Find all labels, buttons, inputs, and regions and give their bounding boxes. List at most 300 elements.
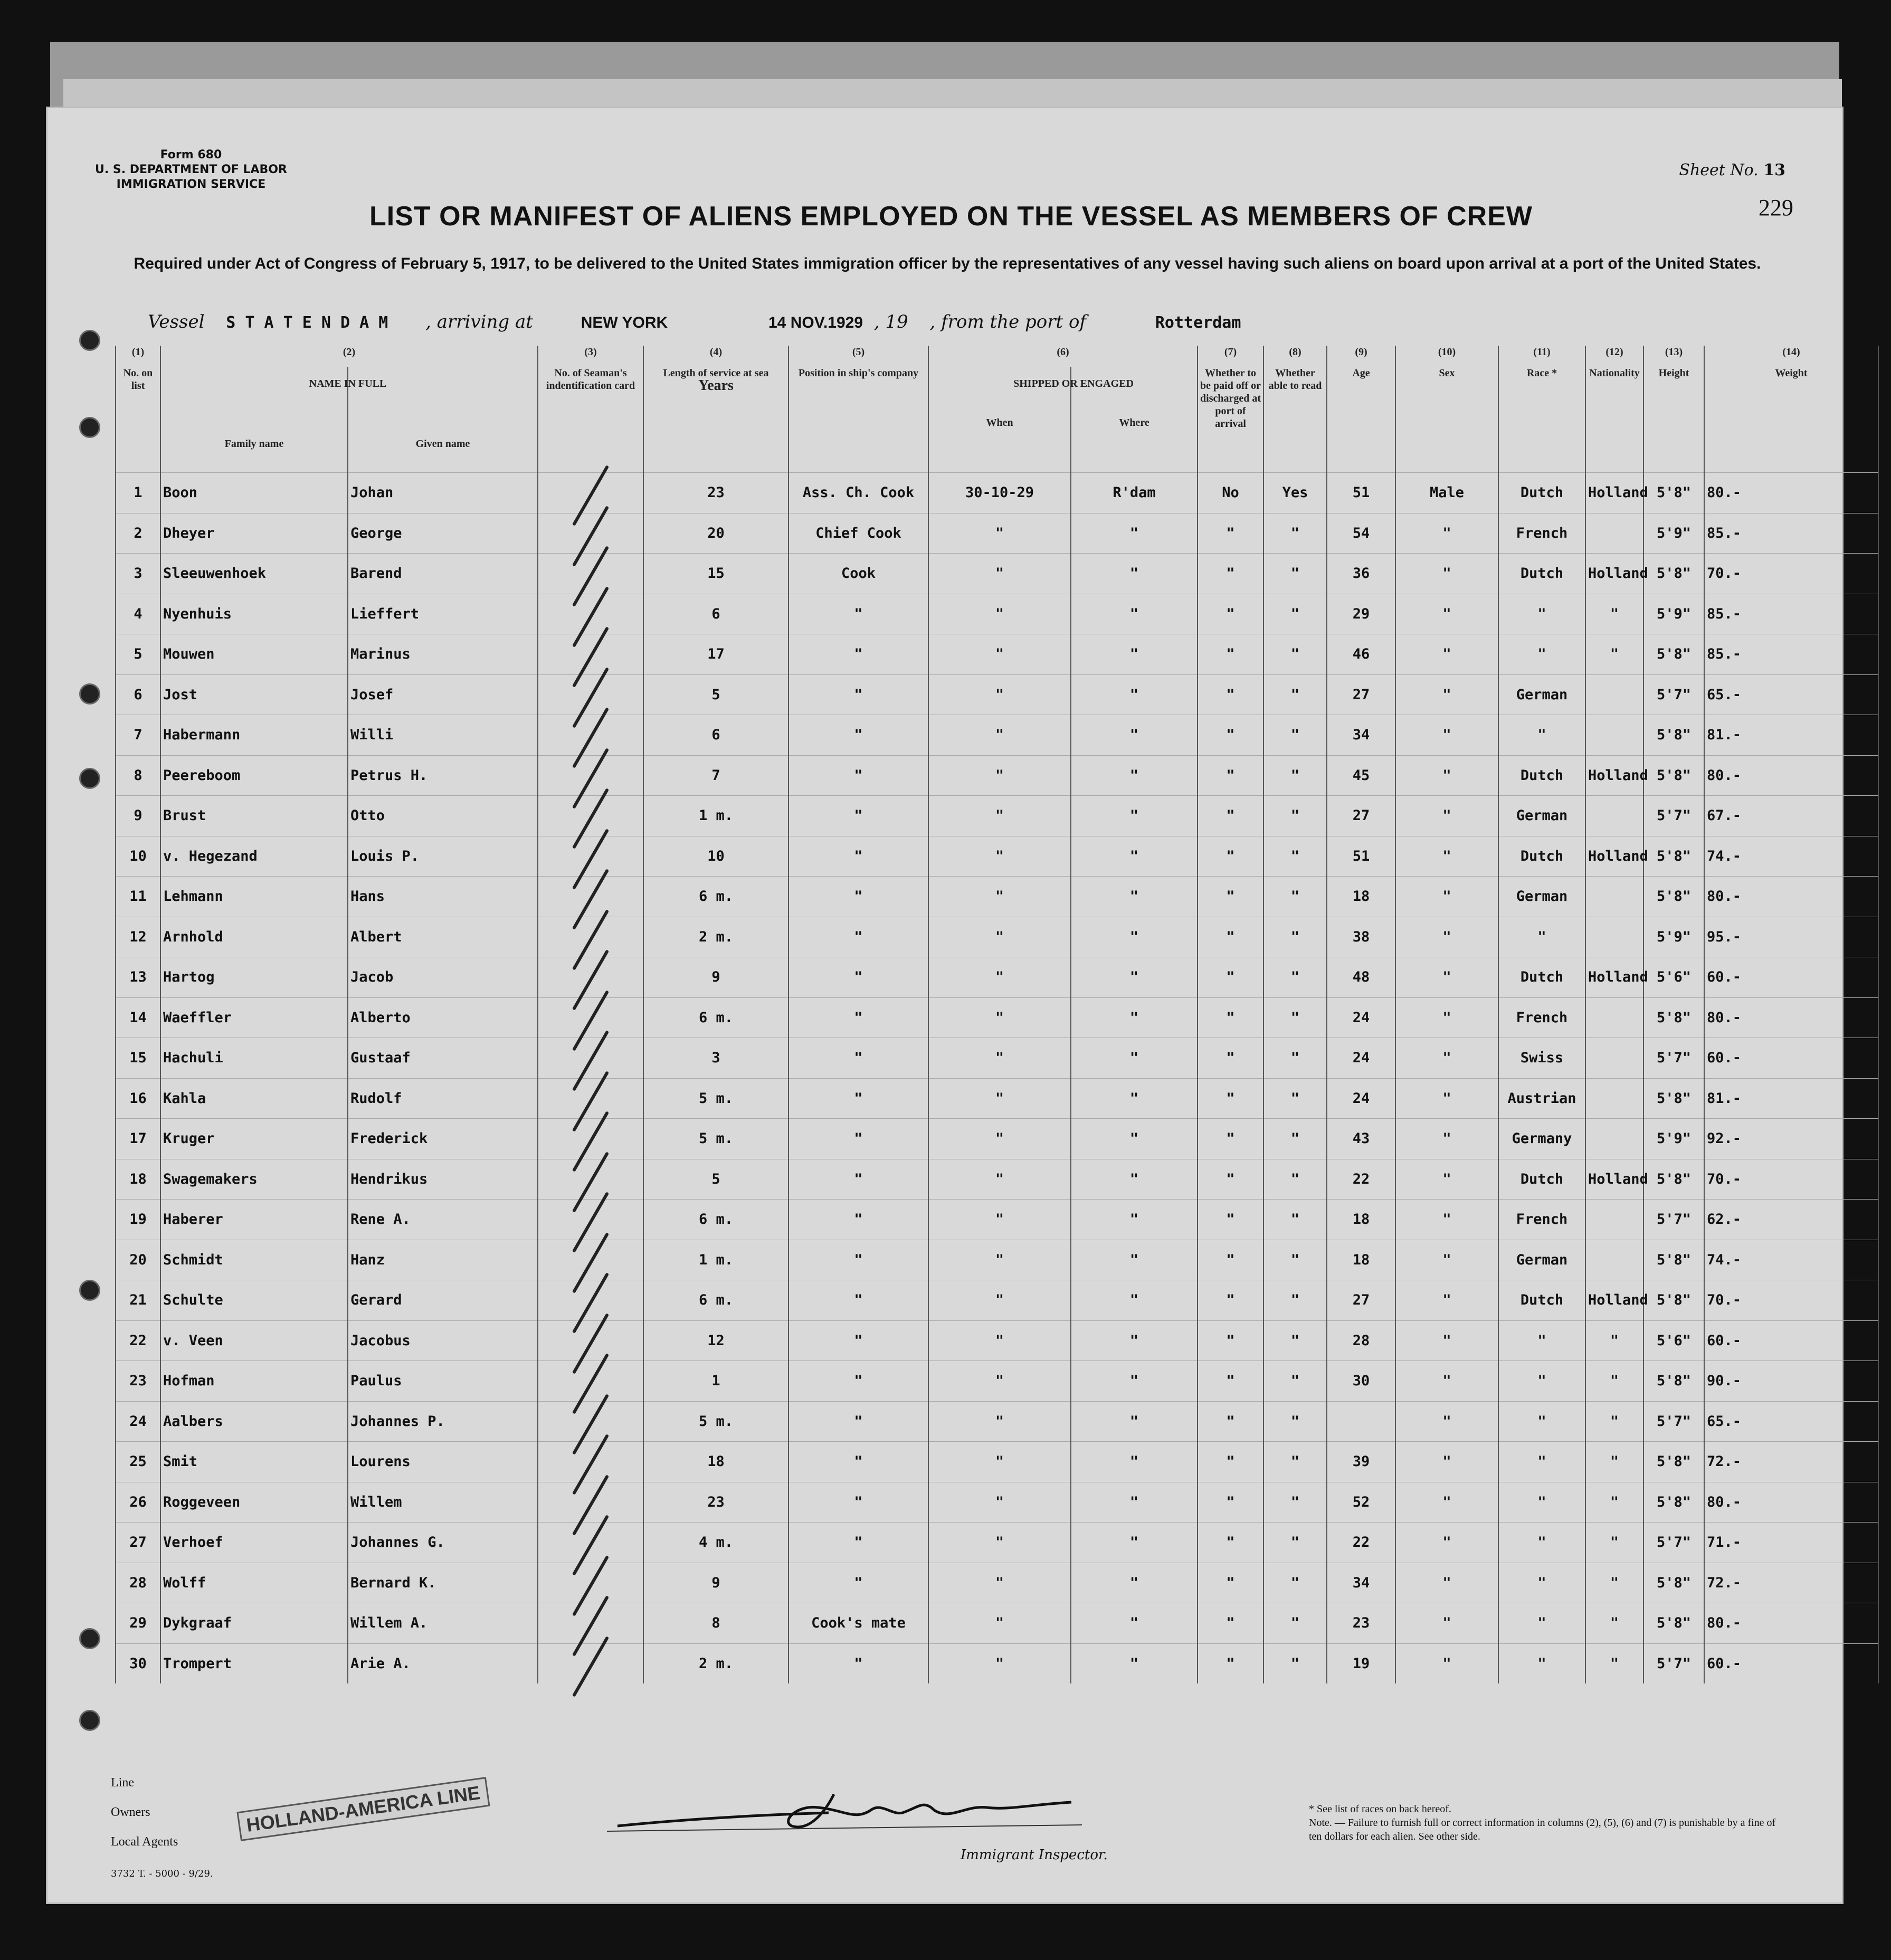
position: Cook's mate [788, 1603, 928, 1644]
given-name: Jacob [348, 957, 538, 998]
able-to-read: " [1263, 554, 1327, 594]
family-name: Dheyer [160, 513, 348, 554]
table-row [116, 997, 1878, 1038]
seaman-card-check [538, 1280, 643, 1321]
row-number: 2 [116, 513, 160, 554]
shipped-where: " [1071, 1643, 1198, 1683]
seaman-card-check [538, 594, 643, 634]
table-row [116, 1119, 1878, 1159]
shipped-where: " [1071, 1280, 1198, 1321]
able-to-read: " [1263, 1361, 1327, 1402]
position: " [788, 755, 928, 796]
position: " [788, 1361, 928, 1402]
shipped-when: " [928, 1240, 1071, 1280]
length-of-service: 5 [643, 674, 788, 715]
age: 24 [1327, 997, 1395, 1038]
age: 28 [1327, 1320, 1395, 1361]
row-number: 5 [116, 634, 160, 675]
shipped-when: " [928, 513, 1071, 554]
shipped-where: " [1071, 1119, 1198, 1159]
table-row [116, 1603, 1878, 1644]
table-row [116, 634, 1878, 675]
height: 5'8" [1643, 1603, 1704, 1644]
family-name: Trompert [160, 1643, 348, 1683]
race: Austrian [1498, 1078, 1585, 1119]
family-name: Wolff [160, 1563, 348, 1603]
seaman-card-check [538, 755, 643, 796]
nationality: Holland [1585, 1280, 1643, 1321]
length-of-service: 15 [643, 554, 788, 594]
height: 5'7" [1643, 796, 1704, 836]
shipped-when: " [928, 1119, 1071, 1159]
paid-off: " [1198, 1401, 1263, 1442]
vessel-label: Vessel [148, 311, 205, 332]
arriving-label: , arriving at [425, 311, 533, 332]
weight: 60.- [1704, 1643, 1878, 1683]
position: " [788, 836, 928, 877]
table-row [116, 1038, 1878, 1079]
length-of-service: 5 m. [643, 1119, 788, 1159]
paid-off: " [1198, 877, 1263, 917]
shipped-when: " [928, 997, 1071, 1038]
sex: " [1395, 1482, 1498, 1523]
weight: 80.- [1704, 1603, 1878, 1644]
line-label: Line [111, 1776, 134, 1790]
row-number: 20 [116, 1240, 160, 1280]
able-to-read: " [1263, 1038, 1327, 1079]
paid-off: " [1198, 1240, 1263, 1280]
position: " [788, 1159, 928, 1200]
race: Dutch [1498, 554, 1585, 594]
header-no-on-list: No. on list [116, 367, 160, 473]
agent-stamp: HOLLAND-AMERICA LINE [236, 1777, 490, 1841]
page-number: 229 [1759, 195, 1793, 221]
race: " [1498, 1643, 1585, 1683]
col-num: (2) [160, 346, 538, 367]
position: " [788, 1119, 928, 1159]
shipped-when: " [928, 1361, 1071, 1402]
age: 45 [1327, 755, 1395, 796]
seaman-card-check [538, 917, 643, 957]
able-to-read: " [1263, 917, 1327, 957]
position: " [788, 1280, 928, 1321]
row-number: 3 [116, 554, 160, 594]
sex: " [1395, 1442, 1498, 1482]
seaman-card-check [538, 1643, 643, 1683]
paid-off: " [1198, 1280, 1263, 1321]
sex: " [1395, 1643, 1498, 1683]
weight: 60.- [1704, 957, 1878, 998]
row-number: 1 [116, 473, 160, 513]
seaman-card-check [538, 836, 643, 877]
height: 5'8" [1643, 877, 1704, 917]
position: " [788, 1078, 928, 1119]
shipped-where: " [1071, 674, 1198, 715]
family-name: Smit [160, 1442, 348, 1482]
shipped-when: " [928, 1442, 1071, 1482]
given-name: Frederick [348, 1119, 538, 1159]
able-to-read: " [1263, 1482, 1327, 1523]
paid-off: " [1198, 755, 1263, 796]
seaman-card-check [538, 1523, 643, 1563]
paid-off: " [1198, 715, 1263, 756]
age: 19 [1327, 1643, 1395, 1683]
weight: 70.- [1704, 1159, 1878, 1200]
sex: " [1395, 1523, 1498, 1563]
able-to-read: " [1263, 1320, 1327, 1361]
able-to-read: " [1263, 755, 1327, 796]
able-to-read: " [1263, 1200, 1327, 1240]
race: French [1498, 997, 1585, 1038]
length-of-service: 9 [643, 1563, 788, 1603]
weight: 62.- [1704, 1200, 1878, 1240]
seaman-card-check [538, 957, 643, 998]
age: 29 [1327, 594, 1395, 634]
seaman-card-check [538, 1159, 643, 1200]
able-to-read: " [1263, 715, 1327, 756]
position: " [788, 1320, 928, 1361]
shipped-where: " [1071, 1078, 1198, 1119]
shipped-where: " [1071, 836, 1198, 877]
col-num: (8) [1263, 346, 1327, 367]
shipped-when: " [928, 1038, 1071, 1079]
seaman-card-check [538, 554, 643, 594]
row-number: 10 [116, 836, 160, 877]
family-name: Roggeveen [160, 1482, 348, 1523]
paid-off: " [1198, 1119, 1263, 1159]
nationality [1585, 997, 1643, 1038]
sex: " [1395, 1361, 1498, 1402]
length-of-service: 5 [643, 1159, 788, 1200]
given-name: Hanz [348, 1240, 538, 1280]
weight: 95.- [1704, 917, 1878, 957]
row-number: 13 [116, 957, 160, 998]
able-to-read: " [1263, 1078, 1327, 1119]
from-label: , from the port of [929, 311, 1087, 332]
header-nationality: Nationality [1585, 367, 1643, 473]
footer-labels [111, 1768, 178, 1857]
paid-off: " [1198, 1361, 1263, 1402]
nationality: " [1585, 594, 1643, 634]
races-note: * See list of races on back hereof. [1309, 1803, 1451, 1815]
table-row [116, 674, 1878, 715]
col-num: (3) [538, 346, 643, 367]
paid-off: " [1198, 957, 1263, 998]
table-row [116, 1240, 1878, 1280]
weight: 92.- [1704, 1119, 1878, 1159]
length-of-service: 6 m. [643, 1280, 788, 1321]
col-num: (9) [1327, 346, 1395, 367]
length-of-service: 1 m. [643, 796, 788, 836]
nationality: Holland [1585, 836, 1643, 877]
shipped-when: " [928, 877, 1071, 917]
shipped-where: " [1071, 1603, 1198, 1644]
binder-hole [79, 683, 100, 705]
seaman-card-check [538, 1320, 643, 1361]
table-row [116, 1442, 1878, 1482]
binder-hole [79, 768, 100, 789]
paid-off: " [1198, 997, 1263, 1038]
header-where-label: Where [1119, 417, 1149, 429]
height: 5'7" [1643, 1200, 1704, 1240]
col-num: (7) [1198, 346, 1263, 367]
table-row [116, 755, 1878, 796]
shipped-when: " [928, 796, 1071, 836]
family-name: Nyenhuis [160, 594, 348, 634]
height: 5'8" [1643, 755, 1704, 796]
weight: 70.- [1704, 1280, 1878, 1321]
paid-off: " [1198, 1038, 1263, 1079]
binder-hole [79, 1710, 100, 1731]
weight: 74.- [1704, 836, 1878, 877]
row-number: 22 [116, 1320, 160, 1361]
weight: 80.- [1704, 997, 1878, 1038]
binder-hole [79, 1628, 100, 1649]
form-number: Form 680 [160, 148, 222, 161]
length-of-service: 9 [643, 957, 788, 998]
shipped-when: " [928, 554, 1071, 594]
height: 5'8" [1643, 1159, 1704, 1200]
nationality: " [1585, 634, 1643, 675]
form-info [95, 148, 287, 192]
position: " [788, 1442, 928, 1482]
header-length-label: Length of service at sea [663, 367, 769, 379]
table-row [116, 877, 1878, 917]
given-name: Willem A. [348, 1603, 538, 1644]
nationality [1585, 877, 1643, 917]
family-name: Verhoef [160, 1523, 348, 1563]
weight: 74.- [1704, 1240, 1878, 1280]
weight: 71.- [1704, 1523, 1878, 1563]
shipped-when: " [928, 594, 1071, 634]
age: 18 [1327, 877, 1395, 917]
given-name: Rene A. [348, 1200, 538, 1240]
family-name: Aalbers [160, 1401, 348, 1442]
row-number: 16 [116, 1078, 160, 1119]
age: 51 [1327, 836, 1395, 877]
shipped-where: " [1071, 957, 1198, 998]
position: " [788, 997, 928, 1038]
shipped-where: " [1071, 755, 1198, 796]
family-name: Sleeuwenhoek [160, 554, 348, 594]
sex: " [1395, 1401, 1498, 1442]
given-name: Willi [348, 715, 538, 756]
family-name: Habermann [160, 715, 348, 756]
position: " [788, 1200, 928, 1240]
height: 5'8" [1643, 1563, 1704, 1603]
sex: " [1395, 1078, 1498, 1119]
row-number: 23 [116, 1361, 160, 1402]
nationality: " [1585, 1320, 1643, 1361]
table-row [116, 1159, 1878, 1200]
sex: " [1395, 1563, 1498, 1603]
document-subtitle: Required under Act of Congress of February 5, 1917, to be delivered to the United States immigration officer by the representatives of any vessel having such aliens on board upon arrival at a port of the United States. [134, 255, 1761, 272]
shipped-where: " [1071, 1159, 1198, 1200]
able-to-read: " [1263, 877, 1327, 917]
table-row [116, 1280, 1878, 1321]
nationality [1585, 1240, 1643, 1280]
table-row [116, 1563, 1878, 1603]
binder-hole [79, 417, 100, 438]
table-row [116, 957, 1878, 998]
given-name: Lourens [348, 1442, 538, 1482]
height: 5'8" [1643, 554, 1704, 594]
length-of-service: 6 [643, 715, 788, 756]
given-name: Hendrikus [348, 1159, 538, 1200]
length-of-service: 12 [643, 1320, 788, 1361]
able-to-read: Yes [1263, 473, 1327, 513]
shipped-where: " [1071, 1523, 1198, 1563]
length-of-service: 2 m. [643, 1643, 788, 1683]
shipped-where: " [1071, 1200, 1198, 1240]
header-years: Years [698, 377, 734, 394]
sex: " [1395, 715, 1498, 756]
height: 5'8" [1643, 1482, 1704, 1523]
paid-off: " [1198, 674, 1263, 715]
race: German [1498, 674, 1585, 715]
nationality: Holland [1585, 755, 1643, 796]
shipped-where: " [1071, 917, 1198, 957]
row-number: 29 [116, 1603, 160, 1644]
header-paid-off: Whether to be paid off or discharged at port of arrival [1198, 367, 1263, 473]
age: 22 [1327, 1523, 1395, 1563]
race: " [1498, 1442, 1585, 1482]
given-name: Willem [348, 1482, 538, 1523]
height: 5'8" [1643, 836, 1704, 877]
race: Swiss [1498, 1038, 1585, 1079]
sex: " [1395, 1280, 1498, 1321]
nationality [1585, 796, 1643, 836]
shipped-where: " [1071, 634, 1198, 675]
race: Dutch [1498, 957, 1585, 998]
weight: 65.- [1704, 674, 1878, 715]
height: 5'7" [1643, 674, 1704, 715]
position: " [788, 1523, 928, 1563]
sex: " [1395, 1320, 1498, 1361]
binder-hole [79, 1280, 100, 1301]
table-row [116, 594, 1878, 634]
sex: " [1395, 594, 1498, 634]
able-to-read: " [1263, 1401, 1327, 1442]
header-name-in-full: NAME IN FULL [309, 378, 387, 389]
paid-off: No [1198, 473, 1263, 513]
footer-notes [1309, 1802, 1784, 1843]
able-to-read: " [1263, 957, 1327, 998]
given-name: George [348, 513, 538, 554]
family-name: Kruger [160, 1119, 348, 1159]
age: 36 [1327, 554, 1395, 594]
sex: " [1395, 1119, 1498, 1159]
length-of-service: 1 [643, 1361, 788, 1402]
table-row [116, 1482, 1878, 1523]
position: " [788, 594, 928, 634]
race: " [1498, 917, 1585, 957]
nationality: " [1585, 1361, 1643, 1402]
age [1327, 1401, 1395, 1442]
able-to-read: " [1263, 836, 1327, 877]
length-of-service: 4 m. [643, 1523, 788, 1563]
header-family-label: Family name [224, 438, 284, 450]
col-num: (4) [643, 346, 788, 367]
age: 27 [1327, 1280, 1395, 1321]
family-name: Peereboom [160, 755, 348, 796]
race: " [1498, 1523, 1585, 1563]
col-num: (11) [1498, 346, 1585, 367]
seaman-card-check [538, 674, 643, 715]
owners-label: Owners [111, 1805, 150, 1819]
sex: " [1395, 917, 1498, 957]
paid-off: " [1198, 1320, 1263, 1361]
race: Dutch [1498, 836, 1585, 877]
sex: " [1395, 513, 1498, 554]
weight: 80.- [1704, 473, 1878, 513]
paid-off: " [1198, 1200, 1263, 1240]
row-number: 6 [116, 674, 160, 715]
length-of-service: 23 [643, 1482, 788, 1523]
arrival-port: NEW YORK [581, 314, 668, 331]
length-of-service: 20 [643, 513, 788, 554]
given-name: Bernard K. [348, 1563, 538, 1603]
given-name: Otto [348, 796, 538, 836]
height: 5'8" [1643, 997, 1704, 1038]
sheet-value: 13 [1763, 161, 1785, 179]
seaman-card-check [538, 1563, 643, 1603]
race: Dutch [1498, 1280, 1585, 1321]
header-shipped: SHIPPED OR ENGAGED [1013, 378, 1134, 389]
family-name: Schulte [160, 1280, 348, 1321]
position: " [788, 1482, 928, 1523]
family-name: Hartog [160, 957, 348, 998]
given-name: Johan [348, 473, 538, 513]
shipped-when: " [928, 755, 1071, 796]
length-of-service: 5 m. [643, 1401, 788, 1442]
able-to-read: " [1263, 796, 1327, 836]
sex: " [1395, 1159, 1498, 1200]
row-number: 28 [116, 1563, 160, 1603]
height: 5'9" [1643, 513, 1704, 554]
departure-port: Rotterdam [1155, 313, 1241, 332]
sex: " [1395, 957, 1498, 998]
row-number: 4 [116, 594, 160, 634]
position: " [788, 1240, 928, 1280]
race: " [1498, 594, 1585, 634]
height: 5'8" [1643, 1361, 1704, 1402]
row-number: 9 [116, 796, 160, 836]
age: 39 [1327, 1442, 1395, 1482]
able-to-read: " [1263, 1442, 1327, 1482]
age: 22 [1327, 1159, 1395, 1200]
weight: 81.- [1704, 1078, 1878, 1119]
shipped-where: " [1071, 1482, 1198, 1523]
shipped-when: " [928, 1603, 1071, 1644]
height: 5'8" [1643, 634, 1704, 675]
nationality: " [1585, 1563, 1643, 1603]
row-number: 30 [116, 1643, 160, 1683]
weight: 85.- [1704, 594, 1878, 634]
arrival-date: 14 NOV.1929 [768, 314, 863, 331]
col-num: (6) [928, 346, 1198, 367]
seaman-card-check [538, 513, 643, 554]
sex: " [1395, 755, 1498, 796]
document-title: LIST OR MANIFEST OF ALIENS EMPLOYED ON THE VESSEL AS MEMBERS OF CREW [369, 201, 1533, 232]
row-number: 11 [116, 877, 160, 917]
binder-hole [79, 330, 100, 351]
table-row [116, 1401, 1878, 1442]
length-of-service: 8 [643, 1603, 788, 1644]
header-seaman-card: No. of Seaman's indentification card [538, 367, 643, 473]
header-sex: Sex [1395, 367, 1498, 473]
given-name: Louis P. [348, 836, 538, 877]
